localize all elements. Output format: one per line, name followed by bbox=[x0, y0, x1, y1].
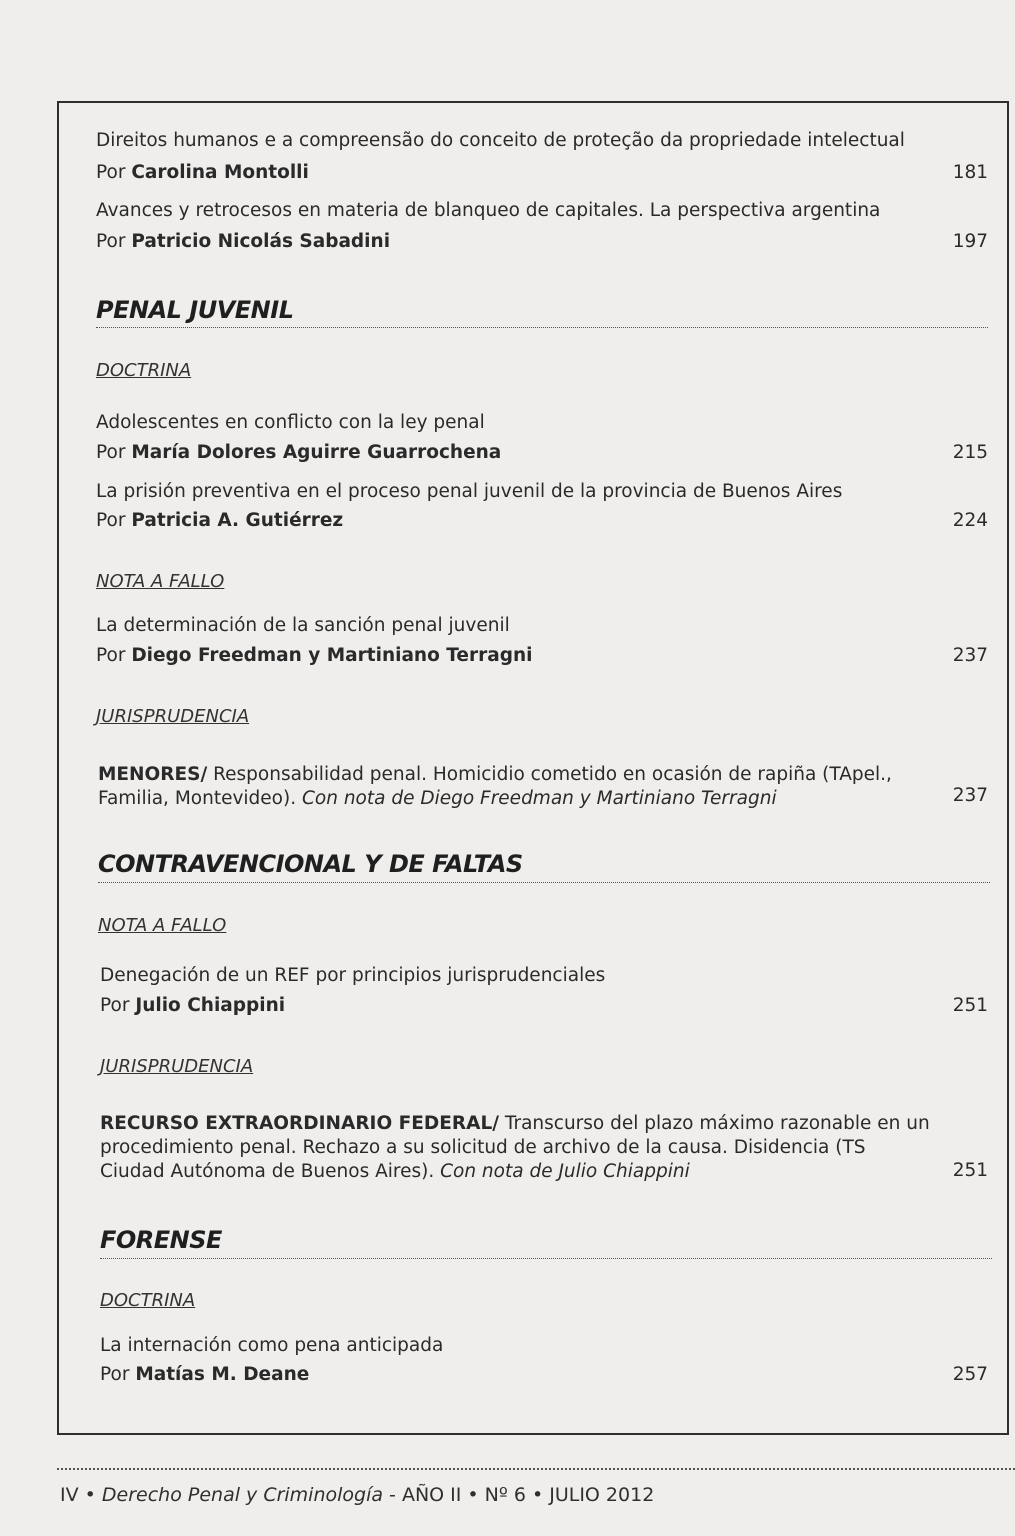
page-footer: IV • Derecho Penal y Criminología - AÑO II • Nº 6 • JULIO 2012 bbox=[60, 1484, 655, 1506]
section-divider bbox=[96, 327, 988, 328]
footer-divider bbox=[57, 1468, 1015, 1470]
entry-page: 197 bbox=[952, 231, 988, 252]
section-heading-forense: FORENSE bbox=[100, 1226, 222, 1254]
jurisprudence-entry: RECURSO EXTRAORDINARIO FEDERAL/ Transcurso del plazo máximo razonable en un procedimiento penal. Rechazo a su solicitud de archivo de la causa. Disidencia (TS Ciudad Autónoma de Buenos Aires). Con nota de Julio Chiappini bbox=[100, 1113, 930, 1182]
entry-page: 237 bbox=[952, 785, 988, 806]
subsection-jurisprudencia: JURISPRUDENCIA bbox=[100, 1056, 254, 1077]
entry-page: 251 bbox=[952, 995, 988, 1016]
entry-page: 237 bbox=[952, 645, 988, 666]
entry-title: Direitos humanos e a compreensão do conceito de proteção da propriedade intelectual bbox=[96, 130, 905, 151]
entry-page: 251 bbox=[952, 1160, 988, 1181]
section-divider bbox=[100, 1258, 992, 1259]
entry-page: 257 bbox=[952, 1364, 988, 1385]
entry-page: 181 bbox=[952, 162, 988, 183]
entry-page: 215 bbox=[952, 442, 988, 463]
section-divider bbox=[98, 882, 990, 883]
subsection-nota-a-fallo: NOTA A FALLO bbox=[98, 915, 227, 936]
entry-author: Por Diego Freedman y Martiniano Terragni bbox=[96, 645, 533, 666]
jurisprudence-entry: MENORES/ Responsabilidad penal. Homicidio cometido en ocasión de rapiña (TApel., Familia, Montevideo). Con nota de Diego Freedman y Martiniano Terragni bbox=[98, 764, 892, 809]
subsection-nota-a-fallo: NOTA A FALLO bbox=[96, 571, 225, 592]
entry-title: Adolescentes en conflicto con la ley penal bbox=[96, 412, 485, 433]
entry-author: Por Carolina Montolli bbox=[96, 162, 309, 183]
entry-author: Por Julio Chiappini bbox=[100, 995, 286, 1016]
entry-author: Por Patricia A. Gutiérrez bbox=[96, 510, 344, 531]
entry-title: Avances y retrocesos en materia de blanqueo de capitales. La perspectiva argentina bbox=[96, 200, 881, 221]
subsection-jurisprudencia: JURISPRUDENCIA bbox=[96, 706, 250, 727]
subsection-doctrina: DOCTRINA bbox=[96, 360, 192, 381]
entry-author: Por Matías M. Deane bbox=[100, 1364, 310, 1385]
entry-title: La internación como pena anticipada bbox=[100, 1335, 444, 1356]
entry-author: Por Patricio Nicolás Sabadini bbox=[96, 231, 391, 252]
entry-title: Denegación de un REF por principios jurisprudenciales bbox=[100, 965, 606, 986]
section-heading-contravencional: CONTRAVENCIONAL Y DE FALTAS bbox=[98, 850, 523, 878]
entry-title: La determinación de la sanción penal juvenil bbox=[96, 615, 510, 636]
entry-title: La prisión preventiva en el proceso penal juvenil de la provincia de Buenos Aires bbox=[96, 481, 843, 502]
entry-author: Por María Dolores Aguirre Guarrochena bbox=[96, 442, 502, 463]
entry-page: 224 bbox=[952, 510, 988, 531]
subsection-doctrina: DOCTRINA bbox=[100, 1290, 196, 1311]
section-heading-penal-juvenil: PENAL JUVENIL bbox=[96, 296, 294, 324]
